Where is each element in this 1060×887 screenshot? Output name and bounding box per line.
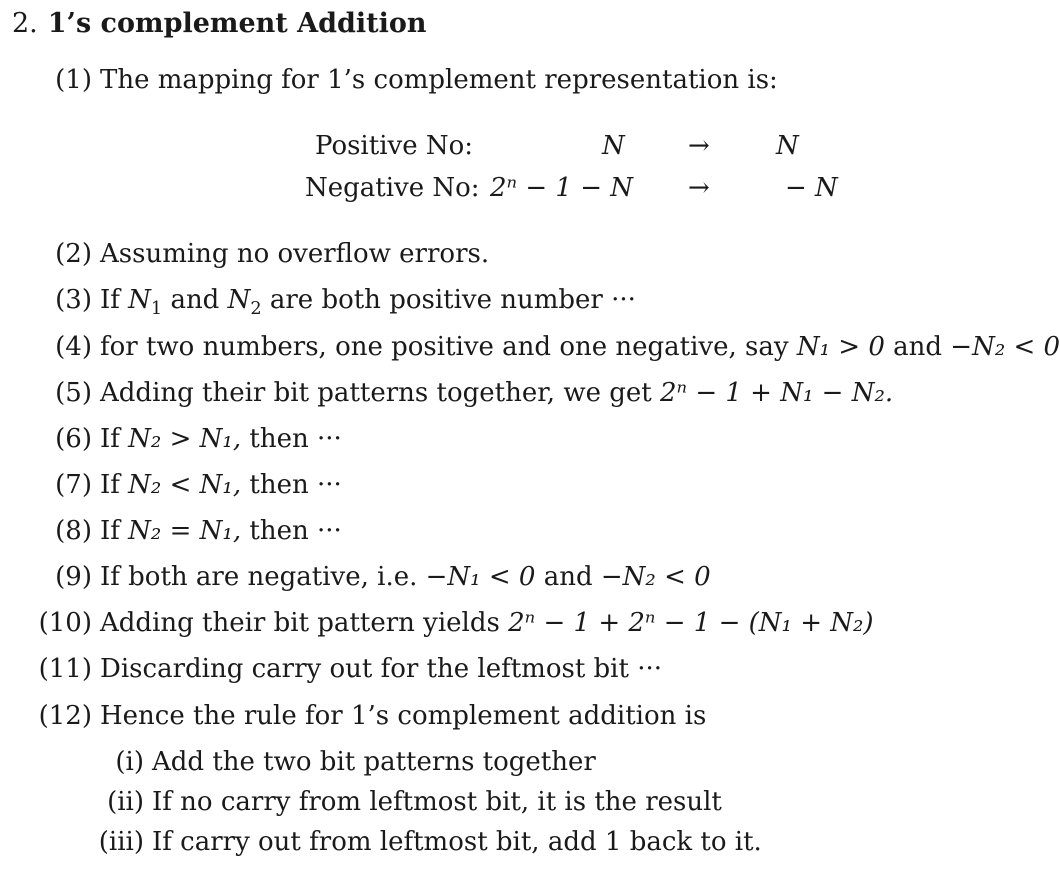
arrow-right-icon: → xyxy=(688,173,710,203)
math-condition-2: −N₂ < 0 xyxy=(600,562,711,592)
item-label: (3) xyxy=(55,285,92,315)
item-text: Hence the rule for 1’s complement addition is xyxy=(100,701,707,731)
list-item-10 xyxy=(0,605,874,641)
math-condition-1: N₁ > 0 xyxy=(796,332,885,362)
item-text: Discarding carry out for the leftmost bit ··· xyxy=(100,654,663,684)
item-text-and: and xyxy=(543,562,593,592)
mapping-name: Negative No: xyxy=(305,173,480,203)
item-text-after: then ··· xyxy=(249,470,342,500)
item-label: (10) xyxy=(38,608,92,638)
section-number: 2. xyxy=(12,8,38,39)
mapping-to: N xyxy=(776,131,799,161)
sub-item-text: Add the two bit patterns together xyxy=(152,747,596,777)
item-text: Adding their bit pattern yields xyxy=(100,608,500,638)
item-text-before: If xyxy=(100,285,120,315)
math-condition: N₂ = N₁, xyxy=(128,516,242,546)
math-condition-1: −N₁ < 0 xyxy=(425,562,536,592)
item-text-before: If xyxy=(100,424,120,454)
item-text-after: then ··· xyxy=(249,516,342,546)
item-label: (8) xyxy=(55,516,92,546)
mapping-name: Positive No: xyxy=(315,131,474,161)
section-title: 1’s complement Addition xyxy=(47,8,427,39)
item-label: (4) xyxy=(55,332,92,362)
item-text: If both are negative, i.e. xyxy=(100,562,418,592)
item-text: Adding their bit patterns together, we get xyxy=(100,378,652,408)
list-item-11 xyxy=(0,651,662,687)
sub-item-label: (i) xyxy=(115,747,144,777)
list-item-7 xyxy=(0,467,342,503)
sub-item-label: (iii) xyxy=(98,827,144,857)
item-text-mid: and xyxy=(170,285,220,315)
math-expression: 2ⁿ − 1 + N₁ − N₂. xyxy=(659,378,894,408)
math-n2: $N_2$ xyxy=(227,285,262,320)
item-label: (7) xyxy=(55,470,92,500)
sub-item-label: (ii) xyxy=(107,787,144,817)
mapping-to: − N xyxy=(785,173,838,203)
math-n1: $N_1$ xyxy=(128,285,163,320)
sub-item-ii xyxy=(0,784,722,820)
sub-item-i xyxy=(0,744,596,780)
math-condition: N₂ > N₁, xyxy=(128,424,242,454)
item-text-after: are both positive number ··· xyxy=(269,285,636,315)
arrow-right-icon: → xyxy=(688,131,710,161)
list-item-4 xyxy=(0,329,1060,365)
item-text: The mapping for 1’s complement representation is: xyxy=(100,65,778,95)
item-text-before: If xyxy=(100,470,120,500)
item-text: for two numbers, one positive and one negative, say xyxy=(100,332,789,362)
item-label: (1) xyxy=(55,65,92,95)
item-text: Assuming no overflow errors. xyxy=(100,239,490,269)
list-item-9 xyxy=(0,559,711,595)
sub-item-text: If carry out from leftmost bit, add 1 back to it. xyxy=(152,827,762,857)
mapping-from: 2ⁿ − 1 − N xyxy=(490,173,633,203)
list-item-2 xyxy=(0,236,489,272)
list-item-3 xyxy=(0,282,636,327)
math-condition: N₂ < N₁, xyxy=(128,470,242,500)
list-item-12 xyxy=(0,698,706,734)
section-heading xyxy=(12,4,426,44)
math-condition-2: −N₂ < 0 xyxy=(950,332,1060,362)
item-label: (2) xyxy=(55,239,92,269)
list-item-8 xyxy=(0,513,342,549)
item-text-and: and xyxy=(893,332,943,362)
item-text-after: then ··· xyxy=(249,424,342,454)
item-label: (9) xyxy=(55,562,92,592)
list-item-6 xyxy=(0,421,342,457)
sub-item-text: If no carry from leftmost bit, it is the result xyxy=(152,787,722,817)
item-label: (12) xyxy=(38,701,92,731)
list-item-5 xyxy=(0,375,893,411)
item-text-before: If xyxy=(100,516,120,546)
item-label: (6) xyxy=(55,424,92,454)
item-label: (11) xyxy=(38,654,92,684)
item-label: (5) xyxy=(55,378,92,408)
math-expression: 2ⁿ − 1 + 2ⁿ − 1 − (N₁ + N₂) xyxy=(508,608,874,638)
sub-item-iii xyxy=(0,824,762,860)
list-item-1 xyxy=(0,62,778,98)
mapping-from: N xyxy=(602,131,625,161)
